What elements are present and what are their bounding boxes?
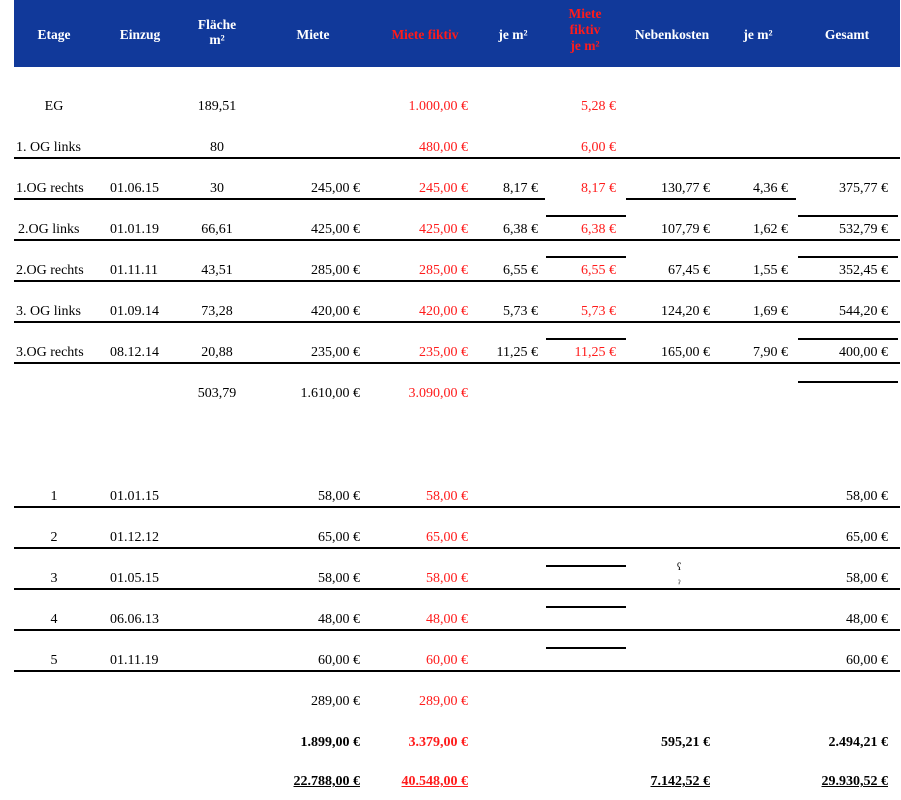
garage-subtotal-miete-fiktiv: 289,00 €	[419, 694, 468, 709]
row-je-m2: 5,73 €	[503, 304, 538, 319]
garage-miete: 58,00 €	[318, 489, 360, 504]
row-nk-je-m2: 1,69 €	[753, 304, 788, 319]
row-je-m2: 6,38 €	[503, 222, 538, 237]
row-miete-fiktiv: 425,00 €	[419, 222, 468, 237]
row-divider	[626, 198, 796, 200]
row-etage: EG	[44, 99, 64, 114]
row-mf-je-m2: 6,55 €	[581, 263, 616, 278]
stray-mark: ʕ	[677, 562, 682, 573]
cell-border	[546, 338, 626, 340]
garage-einzug: 01.01.15	[110, 489, 159, 504]
row-miete-fiktiv: 285,00 €	[419, 263, 468, 278]
garage-miete-fiktiv: 65,00 €	[426, 530, 468, 545]
row-nebenkosten: 165,00 €	[661, 345, 710, 360]
row-divider	[14, 506, 900, 508]
cell-border	[546, 606, 626, 608]
row-nk-je-m2: 7,90 €	[753, 345, 788, 360]
row-etage: 1. OG links	[16, 140, 81, 155]
header-mf-je-line1: Miete	[568, 6, 602, 21]
cell-border	[798, 256, 898, 258]
row-miete-fiktiv: 235,00 €	[419, 345, 468, 360]
monthly-total-gesamt: 2.494,21 €	[828, 735, 888, 750]
row-einzug: 01.11.11	[110, 263, 158, 278]
row-flaeche: 73,28	[201, 304, 233, 319]
row-nebenkosten: 130,77 €	[661, 181, 710, 196]
row-miete: 285,00 €	[311, 263, 360, 278]
garage-miete: 65,00 €	[318, 530, 360, 545]
stray-mark: ˀ	[678, 579, 681, 590]
garage-nr: 3	[50, 571, 58, 586]
garage-gesamt: 58,00 €	[846, 489, 888, 504]
row-flaeche: 20,88	[201, 345, 233, 360]
garage-miete-fiktiv: 58,00 €	[426, 489, 468, 504]
row-divider	[14, 362, 900, 364]
row-nk-je-m2: 1,55 €	[753, 263, 788, 278]
row-miete-fiktiv: 245,00 €	[419, 181, 468, 196]
garage-einzug: 01.11.19	[110, 653, 159, 668]
row-miete: 235,00 €	[311, 345, 360, 360]
garage-nr: 1	[50, 489, 58, 504]
row-flaeche: 189,51	[197, 99, 237, 114]
garage-gesamt: 60,00 €	[846, 653, 888, 668]
subtotal-flaeche: 503,79	[197, 386, 237, 401]
header-mf-je-line2: fiktiv	[569, 22, 601, 37]
garage-nr: 2	[50, 530, 58, 545]
garage-miete-fiktiv: 58,00 €	[426, 571, 468, 586]
garage-nr: 4	[50, 612, 58, 627]
row-einzug: 01.01.19	[110, 222, 159, 237]
row-etage: 3.OG rechts	[16, 345, 84, 360]
garage-miete-fiktiv: 48,00 €	[426, 612, 468, 627]
row-flaeche: 30	[210, 181, 224, 196]
row-gesamt: 400,00 €	[839, 345, 888, 360]
row-mf-je-m2: 8,17 €	[581, 181, 616, 196]
header-flaeche-line2: m²	[209, 32, 225, 47]
subtotal-miete-fiktiv: 3.090,00 €	[408, 386, 468, 401]
monthly-total-nebenkosten: 595,21 €	[661, 735, 710, 750]
row-mf-je-m2: 6,00 €	[581, 140, 616, 155]
row-etage: 1.OG rechts	[16, 181, 84, 196]
row-gesamt: 544,20 €	[839, 304, 888, 319]
header-mf-je-line3: je m²	[570, 38, 600, 53]
garage-nr: 5	[50, 653, 58, 668]
cell-border	[798, 215, 898, 217]
cell-border	[546, 647, 626, 649]
row-divider	[14, 588, 900, 590]
row-divider	[14, 321, 900, 323]
monthly-total-miete: 1.899,00 €	[300, 735, 360, 750]
header-nebenkosten: Nebenkosten	[634, 27, 710, 42]
header-je-m2-nk: je m²	[743, 27, 773, 42]
garage-gesamt: 48,00 €	[846, 612, 888, 627]
header-einzug: Einzug	[119, 27, 161, 42]
row-mf-je-m2: 5,28 €	[581, 99, 616, 114]
cell-border	[798, 338, 898, 340]
garage-miete: 58,00 €	[318, 571, 360, 586]
header-flaeche	[186, 17, 248, 47]
row-miete: 420,00 €	[311, 304, 360, 319]
garage-einzug: 01.12.12	[110, 530, 159, 545]
row-mf-je-m2: 5,73 €	[581, 304, 616, 319]
row-flaeche: 43,51	[201, 263, 233, 278]
monthly-total-miete-fiktiv: 3.379,00 €	[408, 735, 468, 750]
garage-gesamt: 65,00 €	[846, 530, 888, 545]
subtotal-miete: 1.610,00 €	[300, 386, 360, 401]
row-je-m2: 6,55 €	[503, 263, 538, 278]
row-gesamt: 532,79 €	[839, 222, 888, 237]
header-flaeche-line1: Fläche	[197, 17, 237, 32]
row-flaeche: 66,61	[201, 222, 233, 237]
row-miete-fiktiv: 1.000,00 €	[408, 99, 468, 114]
row-einzug: 01.09.14	[110, 304, 159, 319]
header-gesamt: Gesamt	[824, 27, 870, 42]
header-je-m2: je m²	[498, 27, 528, 42]
row-flaeche: 80	[210, 140, 224, 155]
row-nebenkosten: 124,20 €	[661, 304, 710, 319]
row-miete-fiktiv: 480,00 €	[419, 140, 468, 155]
row-nk-je-m2: 1,62 €	[753, 222, 788, 237]
row-gesamt: 375,77 €	[839, 181, 888, 196]
row-divider	[14, 157, 900, 159]
row-je-m2: 11,25 €	[496, 345, 538, 360]
row-divider	[14, 280, 900, 282]
row-nebenkosten: 67,45 €	[668, 263, 710, 278]
row-divider	[14, 239, 900, 241]
yearly-total-miete-fiktiv: 40.548,00 €	[401, 774, 468, 789]
row-je-m2: 8,17 €	[503, 181, 538, 196]
row-mf-je-m2: 11,25 €	[574, 345, 616, 360]
row-divider	[14, 547, 900, 549]
garage-einzug: 06.06.13	[110, 612, 159, 627]
row-nk-je-m2: 4,36 €	[753, 181, 788, 196]
header-etage: Etage	[37, 27, 71, 42]
row-nebenkosten: 107,79 €	[661, 222, 710, 237]
garage-miete-fiktiv: 60,00 €	[426, 653, 468, 668]
yearly-total-miete: 22.788,00 €	[293, 774, 360, 789]
garage-subtotal-miete: 289,00 €	[311, 694, 360, 709]
row-mf-je-m2: 6,38 €	[581, 222, 616, 237]
row-divider	[14, 670, 900, 672]
row-miete-fiktiv: 420,00 €	[419, 304, 468, 319]
row-divider	[14, 198, 545, 200]
header-miete-fiktiv-je-m2	[548, 6, 622, 54]
header-miete: Miete	[296, 27, 330, 42]
header-miete-fiktiv: Miete fiktiv	[391, 27, 459, 42]
row-etage: 3. OG links	[16, 304, 81, 319]
garage-einzug: 01.05.15	[110, 571, 159, 586]
row-gesamt: 352,45 €	[839, 263, 888, 278]
yearly-total-nebenkosten: 7.142,52 €	[650, 774, 710, 789]
garage-gesamt: 58,00 €	[846, 571, 888, 586]
cell-border	[546, 256, 626, 258]
yearly-total-gesamt: 29.930,52 €	[821, 774, 888, 789]
cell-border	[546, 215, 626, 217]
row-etage: 2.OG links	[18, 222, 80, 237]
row-miete: 245,00 €	[311, 181, 360, 196]
row-einzug: 08.12.14	[110, 345, 159, 360]
cell-border	[798, 381, 898, 383]
row-einzug: 01.06.15	[110, 181, 159, 196]
garage-miete: 48,00 €	[318, 612, 360, 627]
cell-border	[546, 565, 626, 567]
row-divider	[14, 629, 900, 631]
row-miete: 425,00 €	[311, 222, 360, 237]
garage-miete: 60,00 €	[318, 653, 360, 668]
row-etage: 2.OG rechts	[16, 263, 84, 278]
